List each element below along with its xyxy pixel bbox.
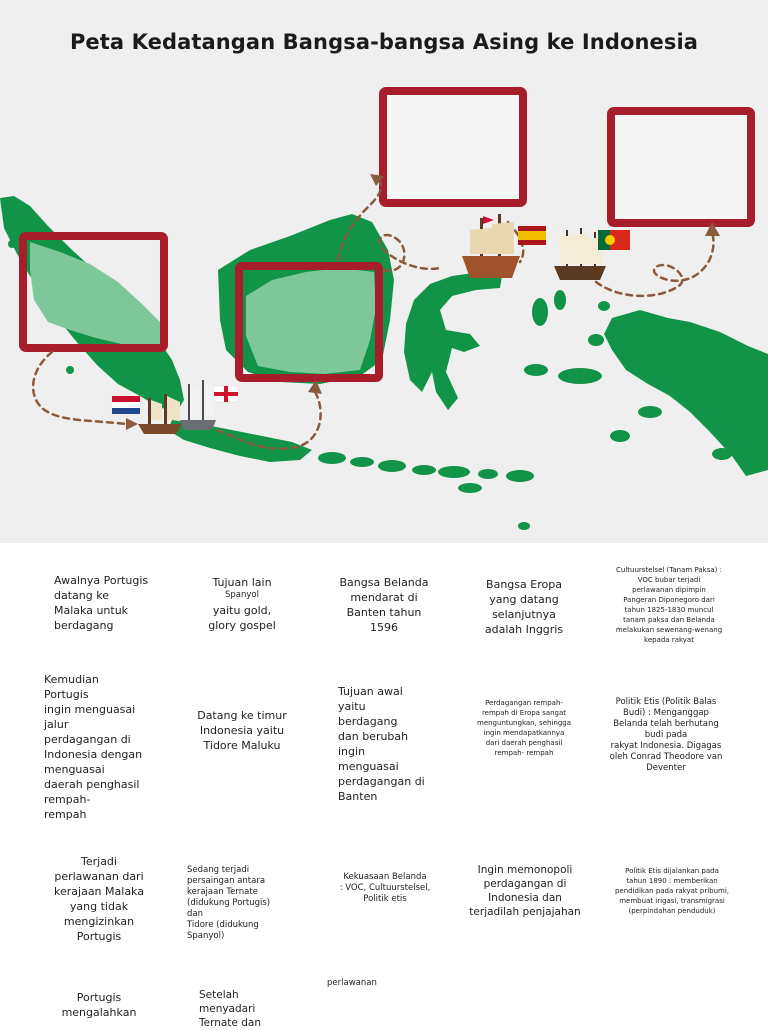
cell-r1-c2a: Tujuan lain [212, 576, 272, 589]
cell-r1-c2b: Spanyol [225, 590, 259, 600]
cell-r3-c4: Ingin memonopoli perdagangan di Indonesia dan terjadilah penjajahan [469, 864, 581, 918]
netherlands-flag-icon [112, 396, 140, 414]
cell-r4-c3: perlawanan [327, 978, 377, 988]
sulawesi-island [404, 272, 502, 410]
nusa-tenggara-islands [318, 452, 534, 530]
cell-r3-c2: Sedang terjadi persaingan antara kerajaan Ternate (didukung Portugis) dan Tidore (didukung Spanyol) [187, 865, 271, 941]
cell-r2-c5: Politik Etis (Politik Balas Budi) : Menganggap Belanda telah berhutang budi pada rakyat Indonesia. Digagas oleh Conrad Theodore van Deventer [609, 697, 723, 773]
cell-r3-c1: Terjadi perlawanan dari kerajaan Malaka yang tidak mengizinkan Portugis [54, 855, 144, 943]
cell-r2-c4: Perdagangan rempah- rempah di Eropa sangat menguntungkan, sehingga ingin mendapatkannya dari daerah penghasil rempah- rempah [477, 699, 571, 757]
spain-flag-icon [518, 226, 546, 245]
cell-r1-c4: Bangsa Eropa yang datang selanjutnya adalah Inggris [484, 578, 564, 636]
map-title: Peta Kedatangan Bangsa-bangsa Asing ke Indonesia [69, 30, 699, 54]
papua-island [604, 310, 768, 476]
cell-r1-c3: Bangsa Belanda mendarat di Banten tahun 1596 [339, 576, 429, 634]
sumatra-highlight [30, 242, 160, 346]
island-dot [8, 240, 16, 248]
cell-r3-c5: Politik Etis dijalankan pada tahun 1890 : memberikan pendidikan pada rakyat pribumi, membuat irigasi, transmigrasi (perpindahan penduduk) [614, 867, 730, 915]
cell-r2-c2: Datang ke timur Indonesia yaitu Tidore Maluku [197, 709, 287, 752]
cell-r2-c3: Tujuan awal yaitu berdagang dan berubah ingin menguasai perdagangan di Banten [338, 685, 425, 803]
cell-r3-c3: Kekuasaan Belanda : VOC, Cultuurstelsel, Politik etis [339, 872, 431, 904]
england-flag-icon [214, 386, 238, 402]
ship-icon [462, 214, 520, 278]
cell-r4-c2: Setelah menyadari Ternate dan [199, 989, 261, 1029]
cell-r2-c1: Kemudian Portugis ingin menguasai jalur perdagangan di Indonesia dengan menguasai daerah penghasil rempah- rempah [44, 673, 143, 821]
cell-r1-c1: Awalnya Portugis datang ke Malaka untuk berdagang [54, 574, 149, 632]
island-dot [712, 448, 732, 460]
ship-icon [180, 380, 216, 430]
cell-r1-c2c: yaitu gold, glory gospel [208, 604, 276, 632]
portugal-flag-icon [598, 230, 630, 250]
cell-r4-c1: Portugis mengalahkan [61, 991, 137, 1019]
cell-r1-c5: Cultuurstelsel (Tanam Paksa) : VOC bubar terjadi perlawanan dipimpin Pangeran Diponegoro dari tahun 1825-1830 muncul tanam paksa dan Belanda melakukan sewenang-wenang kepada rakyat [615, 566, 723, 644]
island-dot [66, 366, 74, 374]
